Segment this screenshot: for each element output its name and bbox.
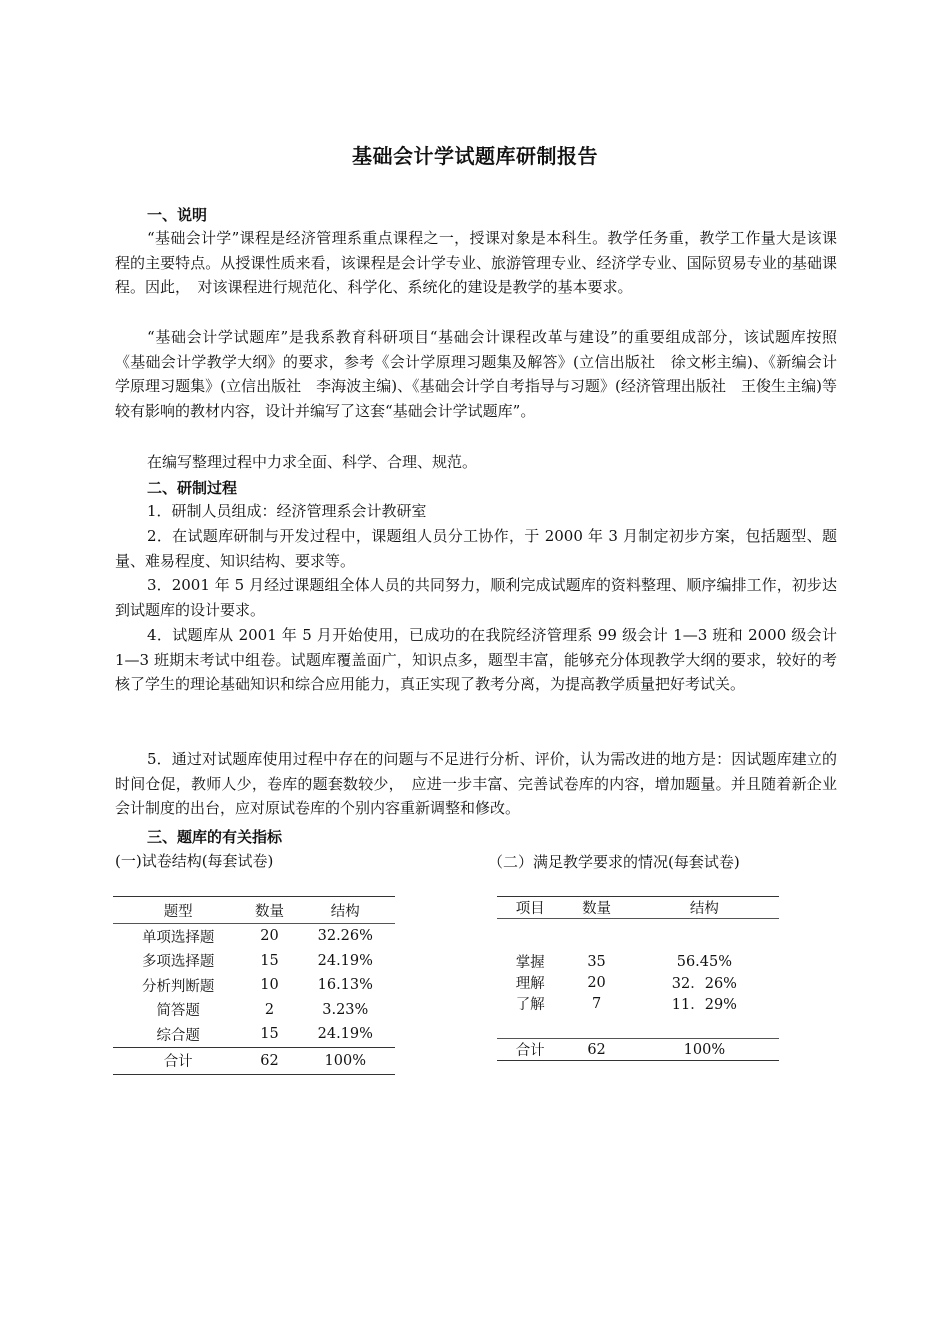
section-heading: 三、题库的有关指标 [147, 828, 283, 846]
column-header: 结构 [630, 897, 779, 919]
table-cell: 10 [260, 977, 279, 994]
section-heading: 二、研制过程 [147, 479, 238, 497]
table-row [497, 951, 779, 972]
table-cell: 合计 [113, 1047, 243, 1074]
table-total-row [497, 1039, 779, 1061]
table-cell: 单项选择题 [141, 929, 215, 946]
table-row [113, 924, 395, 949]
table-cell: 11．29% [671, 997, 737, 1013]
page-title: 基础会计学试题库研制报告 [352, 144, 598, 168]
table-cell: 62 [243, 1047, 295, 1074]
paragraph: 3．2001 年 5 月经过课题组全体人员的共同努力，顺利完成试题库的资料整理、顺序编排工作，初步达到试题库的设计要求。 [115, 576, 837, 619]
paragraph: 4．试题库从 2001 年 5 月开始使用，已成功的在我院经济管理系 99 级会计 1—3 班和 2000 级会计 1—3 班期末考试中组卷。试题库覆盖面广，知识点多，题型丰富，能够充分体现教学大纲的要求，较好的考核了学生的理论基础知识和综合应用能力，真正实现了教考分离，为提高教学质量把好考试关。 [115, 626, 837, 693]
table-cell: 24.19% [317, 1026, 373, 1043]
table-row [113, 973, 395, 998]
table-cell: 15 [260, 1026, 279, 1043]
table-cell: 100% [296, 1047, 395, 1074]
table-cell: 32.26% [317, 928, 373, 945]
column-header: 项目 [497, 897, 563, 919]
table-row [113, 949, 395, 974]
table-cell: 综合题 [156, 1027, 200, 1044]
table-header-row [113, 897, 395, 924]
paragraph: “基础会计学试题库”是我系教育科研项目“基础会计课程改革与建设”的重要组成部分，该试题库按照《基础会计学教学大纲》的要求，参考《会计学原理习题集及解答》(立信出版社 徐文彬主编)、《新编会计学原理习题集》(立信出版社 李海波主编)、《基础会计学自考指导与习题》(经济管理出版社 王俊生主编)等较有影响的教材内容，设计并编写了这套“基础会计学试题库”。 [115, 328, 837, 420]
table-header-row [497, 897, 779, 919]
table-cell: 合计 [497, 1039, 563, 1061]
section-heading: 一、说明 [147, 206, 208, 224]
column-header: 数量 [243, 897, 295, 924]
table-caption: （二）满足教学要求的情况(每套试卷) [488, 853, 740, 871]
exam-structure-table [113, 896, 395, 1075]
table-row [113, 998, 395, 1023]
teaching-requirements-table [497, 896, 779, 1061]
table-spacer-row [497, 1014, 779, 1039]
table-cell: 掌握 [515, 955, 545, 971]
table-cell: 32．26% [671, 976, 737, 992]
table-cell: 100% [630, 1039, 779, 1061]
table-cell: 56.45% [676, 953, 733, 970]
paragraph: 1．研制人员组成：经济管理系会计教研室 [147, 502, 427, 520]
table-cell: 15 [260, 952, 279, 969]
table-cell: 35 [587, 953, 606, 970]
paragraph: 2．在试题库研制与开发过程中，课题组人员分工协作，于 2000 年 3 月制定初步方案，包括题型、题量、难易程度、知识结构、要求等。 [115, 527, 837, 570]
table-spacer-row [497, 919, 779, 952]
table-cell: 20 [587, 974, 606, 991]
table-cell: 多项选择题 [141, 954, 215, 971]
table-cell: 20 [260, 928, 279, 945]
column-header: 题型 [113, 897, 243, 924]
column-header: 结构 [296, 897, 395, 924]
table-caption: (一)试卷结构(每套试卷) [115, 852, 274, 870]
table-cell: 简答题 [156, 1003, 200, 1020]
table-cell: 7 [591, 995, 602, 1012]
column-header: 数量 [563, 897, 629, 919]
table-total-row [113, 1047, 395, 1074]
table-cell: 62 [563, 1039, 629, 1061]
paragraph: 5．通过对试题库使用过程中存在的问题与不足进行分析、评价，认为需改进的地方是：因试题库建立的时间仓促，教师人少，卷库的题套数较少， 应进一步丰富、完善试卷库的内容，增加题量。并且随着新企业会计制度的出台，应对原试卷库的个别内容重新调整和修改。 [115, 750, 837, 817]
table-row [497, 993, 779, 1014]
table-cell: 3.23% [322, 1001, 369, 1018]
table-cell: 理解 [515, 976, 545, 992]
table-cell: 16.13% [317, 977, 373, 994]
table-cell: 了解 [515, 997, 545, 1013]
table-cell: 2 [264, 1001, 275, 1018]
paragraph: 在编写整理过程中力求全面、科学、合理、规范。 [147, 453, 478, 471]
table-row [497, 972, 779, 993]
table-cell: 分析判断题 [141, 978, 215, 995]
table-row [113, 1022, 395, 1047]
paragraph: “基础会计学”课程是经济管理系重点课程之一，授课对象是本科生。教学任务重，教学工作量大是该课程的主要特点。从授课性质来看，该课程是会计学专业、旅游管理专业、经济学专业、国际贸易专业的基础课程。因此， 对该课程进行规范化、科学化、系统化的建设是教学的基本要求。 [115, 229, 837, 296]
table-cell: 24.19% [317, 952, 373, 969]
